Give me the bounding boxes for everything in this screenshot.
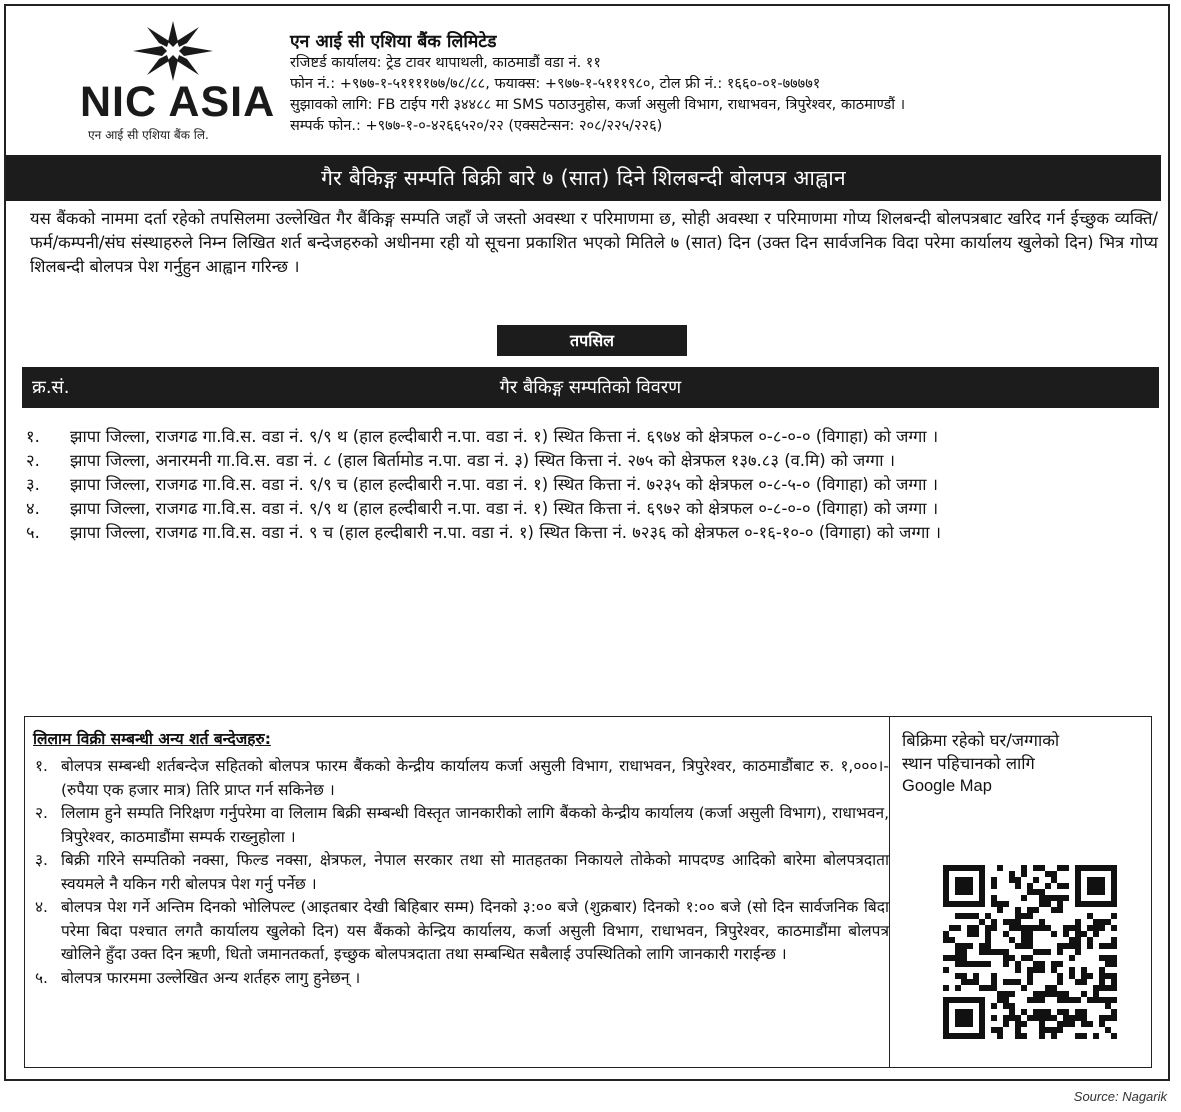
- term-number: ४.: [35, 898, 48, 916]
- term-number: ५.: [35, 968, 48, 987]
- term-item: [33, 967, 889, 991]
- star-logo-icon: [132, 20, 214, 82]
- term-text: बिक्री गरिने सम्पतिको नक्सा, फिल्ड नक्सा, क्षेत्रफल, नेपाल सरकार तथा सो मातहतका निकायले तोकेको मापदण्ड आदिको बारेमा बोलपत्रदाता स्वयमले नै यकिन गरी बोलपत्र पेश गर्नु पर्नेछ ।: [61, 851, 889, 893]
- property-number: ३.: [26, 475, 40, 494]
- term-item: [33, 849, 889, 896]
- bank-name: एन आई सी एशिया बैंक लिमिटेड: [290, 32, 497, 52]
- property-item: [26, 473, 1158, 497]
- notice-title: गैर बैकिङ्ग सम्पति बिक्री बारे ७ (सात) दिने शिलबन्दी बोलपत्र आह्वान: [6, 155, 1161, 201]
- term-item: [33, 755, 889, 802]
- term-item: [33, 802, 889, 849]
- property-number: ४.: [26, 499, 40, 518]
- google-map-caption: [902, 729, 1142, 798]
- header-line-phone: फोन नं.: +९७७-१-५११११७७/७८/८८, फयाक्स: +९७७-१-५१११९८०, टोल फ्री नं.: १६६०-०१-७७७७१: [290, 76, 821, 92]
- terms-title: लिलाम विक्री सम्बन्धी अन्य शर्त बन्देजहरु:: [33, 730, 271, 748]
- intro-paragraph: यस बैंकको नाममा दर्ता रहेको तपसिलमा उल्लेखित गैर बैंकिङ्ग सम्पति जहाँ जे जस्तो अवस्था र परिमाणमा छ, सोही अवस्था र परिमाणमा गोप्य शिलबन्दी बोलपत्रबाट खरिद गर्न ईच्छुक व्यक्ति/फर्म/कम्पनी/संघ संस्थाहरुले निम्न लिखित शर्त बन्देजहरुको अधीनमा रही यो सूचना प्रकाशित भएको मितिले ७ (सात) दिन (उक्त दिन सार्वजनिक विदा परेमा कार्यालय खुलेको दिन) भित्र गोप्य शिलबन्दी बोलपत्र पेश गर्नुहुन आह्वान गरिन्छ ।: [30, 209, 1158, 276]
- term-text: लिलाम हुने सम्पति निरिक्षण गर्नुपरेमा वा लिलाम बिक्री सम्बन्धी विस्तृत जानकारीको लागि बैंकको केन्द्रीय कार्यालय (कर्जा असुली विभाग), राधाभवन, त्रिपुरेश्वर, काठमाडौंमा सम्पर्क राख्नुहोला ।: [61, 804, 889, 846]
- nic-asia-logo: [70, 20, 285, 142]
- map-caption-line: स्थान पहिचानको लागि: [902, 754, 1035, 773]
- term-number: ३.: [35, 851, 48, 869]
- property-item: [26, 425, 1158, 449]
- property-item: [26, 449, 1158, 473]
- bank-header: [290, 32, 905, 137]
- header-line-address: रजिष्टर्ड कार्यालय: ट्रेड टावर थापाथली, काठमाडौं वडा नं. ११: [290, 55, 601, 71]
- property-item: [26, 497, 1158, 521]
- map-caption-line: बिक्रिमा रहेको घर/जग्गाको: [902, 731, 1060, 750]
- property-text: झापा जिल्ला, राजगढ गा.वि.स. वडा नं. ९/९ च (हाल हल्दीबारी न.पा. वडा नं. १) स्थित कित्ता नं. ७२३५ को क्षेत्रफल ०-८-५-० (विगाहा) को जग्गा ।: [70, 475, 939, 494]
- property-text: झापा जिल्ला, राजगढ गा.वि.स. वडा नं. ९/९ थ (हाल हल्दीबारी न.पा. वडा नं. १) स्थित कित्ता नं. ६९७४ को क्षेत्रफल ०-८-०-० (विगाहा) को जग्गा ।: [70, 427, 939, 446]
- property-number: १.: [26, 427, 40, 446]
- term-text: बोलपत्र सम्बन्धी शर्तबन्देज सहितको बोलपत्र फारम बैंकको केन्द्रीय कार्यालय कर्जा असुली विभाग, राधाभवन, त्रिपुरेश्वर, काठमाडौंबाट रु. १,०००।- (रुपैया एक हजार मात्र) तिरि प्राप्त गर्न सकिनेछ ।: [61, 757, 889, 799]
- header-line-contact: सम्पर्क फोन.: +९७७-१-०-४२६६५२०/२२ (एक्सटेन्सन: २०८/२२५/२२६): [290, 118, 663, 134]
- property-list: [26, 425, 1158, 545]
- tapasil-label: तपसिल: [497, 325, 687, 356]
- term-number: २.: [35, 804, 48, 822]
- property-table-header: [22, 367, 1159, 408]
- property-item: [26, 521, 1158, 545]
- term-number: १.: [35, 757, 48, 775]
- terms-section: [33, 727, 889, 990]
- header-line-suggestion: सुझावको लागि: FB टाईप गरी ३४४८८ मा SMS पठाउनुहोस, कर्जा असुली विभाग, राधाभवन, त्रिपुरेश्वर, काठमाण्डौं ।: [290, 97, 906, 113]
- property-text: झापा जिल्ला, राजगढ गा.वि.स. वडा नं. ९ च (हाल हल्दीबारी न.पा. वडा नं. १) स्थित कित्ता नं. ७२३६ को क्षेत्रफल ०-१६-१०-० (विगाहा) को जग्गा ।: [70, 523, 942, 542]
- terms-divider: [889, 717, 890, 1067]
- property-text: झापा जिल्ला, राजगढ गा.वि.स. वडा नं. ९/९ थ (हाल हल्दीबारी न.पा. वडा नं. १) स्थित कित्ता नं. ६९७२ को क्षेत्रफल ०-८-०-० (विगाहा) को जग्गा ।: [70, 499, 939, 518]
- term-text: बोलपत्र फारममा उल्लेखित अन्य शर्तहरु लागु हुनेछन् ।: [61, 968, 361, 987]
- property-number: ५.: [26, 523, 40, 542]
- terms-box: [24, 716, 1152, 1068]
- logo-tagline: एन आई सी एशिया बैंक लि.: [88, 128, 209, 142]
- logo-wordmark: NIC ASIA: [80, 78, 276, 126]
- property-number: २.: [26, 451, 40, 470]
- property-text: झापा जिल्ला, अनारमनी गा.वि.स. वडा नं. ८ (हाल बिर्तामोड न.पा. वडा नं. ३) स्थित कित्ता नं. २७५ को क्षेत्रफल १३७.८३ (व.मि) को जग्गा ।: [70, 451, 896, 470]
- map-caption-google: Google Map: [902, 777, 992, 795]
- column-description: गैर बैकिङ्ग सम्पतिको विवरण: [499, 377, 682, 398]
- term-text: बोलपत्र पेश गर्ने अन्तिम दिनको भोलिपल्ट (आइतबार देखी बिहिबार सम्म) दिनको ३:०० बजे (शुक्रबार) दिनको १:०० बजे (सो दिन सार्वजनिक बिदा परेमा बिदा पश्चात लगतै कार्यालय खुलेको दिन) यस बैंकको केन्द्रिय कार्यालय, कर्जा असुली विभाग, राधाभवन, त्रिपुरेश्वर, काठमाडौंमा बोलपत्र खोलिने हुँदा उक्त दिन ऋणी, धितो जमानतकर्ता, इच्छुक बोलपत्रदाता तथा सम्बन्धित सबैलाई उपस्थितिको लागि जानकारी गराईन्छ ।: [61, 898, 889, 963]
- term-item: [33, 896, 889, 967]
- source-credit: Source: Nagarik: [1073, 1089, 1167, 1104]
- qr-code-icon[interactable]: [928, 850, 1132, 1054]
- column-serial: क्र.सं.: [32, 377, 70, 398]
